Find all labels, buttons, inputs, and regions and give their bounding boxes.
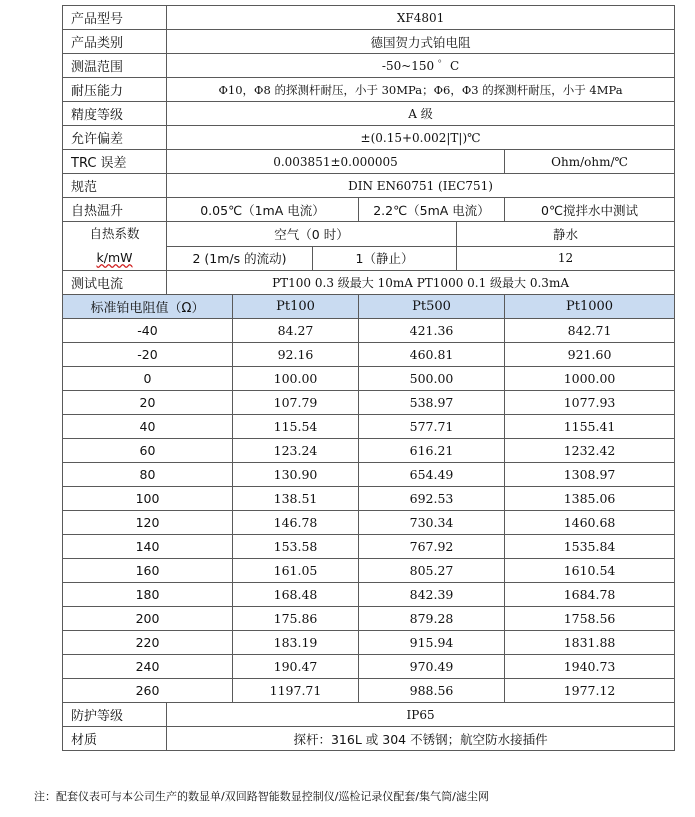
- table-row: [63, 343, 675, 367]
- resistance-rows: [63, 319, 675, 703]
- table-row: [63, 367, 675, 391]
- temp-cell: 80: [63, 463, 233, 487]
- table-row: [63, 511, 675, 535]
- table-row: [63, 583, 675, 607]
- temp-cell: 60: [63, 439, 233, 463]
- range-row: [63, 54, 675, 78]
- temp-cell: 180: [63, 583, 233, 607]
- accuracy-value: A 级: [167, 102, 675, 126]
- protection-value: IP65: [167, 703, 675, 727]
- coef-row-top: [63, 222, 675, 247]
- selfheat-3: 0℃搅拌水中测试: [505, 198, 675, 222]
- temp-cell: 160: [63, 559, 233, 583]
- temp-cell: 220: [63, 631, 233, 655]
- coef-air-still: 1（静止）: [313, 246, 457, 271]
- coef-water: 静水: [457, 222, 675, 247]
- pt100-cell: 190.47: [233, 655, 359, 679]
- pt100-cell: 161.05: [233, 559, 359, 583]
- pt500-cell: 879.28: [359, 607, 505, 631]
- pt1000-cell: 921.60: [505, 343, 675, 367]
- pt100-cell: 92.16: [233, 343, 359, 367]
- resistance-header-row: [63, 295, 675, 319]
- pt1000-cell: 1610.54: [505, 559, 675, 583]
- pt1000-cell: 1385.06: [505, 487, 675, 511]
- coef-label: [63, 222, 167, 271]
- pt1000-cell: 842.71: [505, 319, 675, 343]
- coef-water-value: 12: [457, 246, 675, 271]
- temp-cell: 0: [63, 367, 233, 391]
- pt1000-cell: 1940.73: [505, 655, 675, 679]
- table-row: [63, 463, 675, 487]
- resistance-header-pt1000: Pt1000: [505, 295, 675, 319]
- pt1000-cell: 1155.41: [505, 415, 675, 439]
- table-row: [63, 415, 675, 439]
- temp-cell: 140: [63, 535, 233, 559]
- pt1000-cell: 1977.12: [505, 679, 675, 703]
- deviation-label: 允许偏差: [63, 126, 167, 150]
- table-row: [63, 655, 675, 679]
- temp-cell: 260: [63, 679, 233, 703]
- temp-cell: 20: [63, 391, 233, 415]
- selfheat-row: [63, 198, 675, 222]
- selfheat-label: 自热温升: [63, 198, 167, 222]
- spec-body: [63, 6, 675, 319]
- pt500-cell: 842.39: [359, 583, 505, 607]
- pressure-label: 耐压能力: [63, 78, 167, 102]
- spec-footer: [63, 703, 675, 751]
- pt1000-cell: 1758.56: [505, 607, 675, 631]
- table-row: [63, 391, 675, 415]
- pt100-cell: 183.19: [233, 631, 359, 655]
- range-value: -50~150 ゜C: [167, 54, 675, 78]
- standard-value: DIN EN60751 (IEC751): [167, 174, 675, 198]
- pt1000-cell: 1308.97: [505, 463, 675, 487]
- pressure-value: Φ10，Φ8 的探测杆耐压，小于 30MPa；Φ6，Φ3 的探测杆耐压，小于 4MPa: [167, 78, 675, 102]
- material-value: 探杆：316L 或 304 不锈钢；航空防水接插件: [167, 727, 675, 751]
- pt1000-cell: 1232.42: [505, 439, 675, 463]
- pt500-cell: 970.49: [359, 655, 505, 679]
- resistance-header-label: 标准铂电阻值（Ω）: [63, 295, 233, 319]
- spec-table: [62, 5, 675, 751]
- coef-label-2: k/mW: [96, 250, 133, 265]
- pt100-cell: 168.48: [233, 583, 359, 607]
- pt100-cell: 100.00: [233, 367, 359, 391]
- accuracy-row: [63, 102, 675, 126]
- model-label: 产品型号: [63, 6, 167, 30]
- material-label: 材质: [63, 727, 167, 751]
- coef-air-flow: 2 (1m/s 的流动): [167, 246, 313, 271]
- pt1000-cell: 1077.93: [505, 391, 675, 415]
- material-row: [63, 727, 675, 751]
- table-row: [63, 439, 675, 463]
- deviation-row: [63, 126, 675, 150]
- pt500-cell: 654.49: [359, 463, 505, 487]
- table-row: [63, 535, 675, 559]
- model-row: [63, 6, 675, 30]
- temp-cell: 100: [63, 487, 233, 511]
- resistance-header-pt500: Pt500: [359, 295, 505, 319]
- pt100-cell: 107.79: [233, 391, 359, 415]
- pt1000-cell: 1684.78: [505, 583, 675, 607]
- table-row: [63, 607, 675, 631]
- table-row: [63, 487, 675, 511]
- pt100-cell: 115.54: [233, 415, 359, 439]
- pt100-cell: 1197.71: [233, 679, 359, 703]
- category-row: [63, 30, 675, 54]
- pt1000-cell: 1000.00: [505, 367, 675, 391]
- current-value: PT100 0.3 级最大 10mA PT1000 0.1 级最大 0.3mA: [167, 271, 675, 295]
- table-row: [63, 559, 675, 583]
- pt1000-cell: 1831.88: [505, 631, 675, 655]
- pt100-cell: 84.27: [233, 319, 359, 343]
- accuracy-label: 精度等级: [63, 102, 167, 126]
- pt500-cell: 577.71: [359, 415, 505, 439]
- pt100-cell: 130.90: [233, 463, 359, 487]
- pressure-row: [63, 78, 675, 102]
- temp-cell: 240: [63, 655, 233, 679]
- footnote: 注：配套仪表可与本公司生产的数显单/双回路智能数显控制仪/巡检记录仪配套/集气筒/滤尘网: [34, 790, 489, 803]
- standard-row: [63, 174, 675, 198]
- model-value: XF4801: [167, 6, 675, 30]
- deviation-value: ±(0.15+0.002|T|)℃: [167, 126, 675, 150]
- trc-value: 0.003851±0.000005: [167, 150, 505, 174]
- pt100-cell: 123.24: [233, 439, 359, 463]
- protection-row: [63, 703, 675, 727]
- temp-cell: 40: [63, 415, 233, 439]
- trc-label: TRC 误差: [63, 150, 167, 174]
- pt100-cell: 153.58: [233, 535, 359, 559]
- pt500-cell: 692.53: [359, 487, 505, 511]
- pt500-cell: 767.92: [359, 535, 505, 559]
- pt100-cell: 138.51: [233, 487, 359, 511]
- pt1000-cell: 1460.68: [505, 511, 675, 535]
- pt500-cell: 730.34: [359, 511, 505, 535]
- pt1000-cell: 1535.84: [505, 535, 675, 559]
- table-row: [63, 319, 675, 343]
- selfheat-1: 0.05℃（1mA 电流）: [167, 198, 359, 222]
- pt500-cell: 915.94: [359, 631, 505, 655]
- pt500-cell: 805.27: [359, 559, 505, 583]
- pt500-cell: 460.81: [359, 343, 505, 367]
- pt500-cell: 988.56: [359, 679, 505, 703]
- coef-label-1: 自热系数: [89, 226, 140, 241]
- pt500-cell: 500.00: [359, 367, 505, 391]
- pt500-cell: 538.97: [359, 391, 505, 415]
- table-row: [63, 631, 675, 655]
- pt100-cell: 146.78: [233, 511, 359, 535]
- standard-label: 规范: [63, 174, 167, 198]
- trc-unit: Ohm/ohm/℃: [505, 150, 675, 174]
- category-value: 德国贺力式铂电阻: [167, 30, 675, 54]
- current-label: 测试电流: [63, 271, 167, 295]
- trc-row: [63, 150, 675, 174]
- table-row: [63, 679, 675, 703]
- pt500-cell: 421.36: [359, 319, 505, 343]
- temp-cell: 120: [63, 511, 233, 535]
- selfheat-2: 2.2℃（5mA 电流）: [359, 198, 505, 222]
- pt500-cell: 616.21: [359, 439, 505, 463]
- pt100-cell: 175.86: [233, 607, 359, 631]
- protection-label: 防护等级: [63, 703, 167, 727]
- temp-cell: 200: [63, 607, 233, 631]
- temp-cell: -20: [63, 343, 233, 367]
- current-row: [63, 271, 675, 295]
- coef-air: 空气（0 时）: [167, 222, 457, 247]
- range-label: 测温范围: [63, 54, 167, 78]
- category-label: 产品类别: [63, 30, 167, 54]
- resistance-header-pt100: Pt100: [233, 295, 359, 319]
- temp-cell: -40: [63, 319, 233, 343]
